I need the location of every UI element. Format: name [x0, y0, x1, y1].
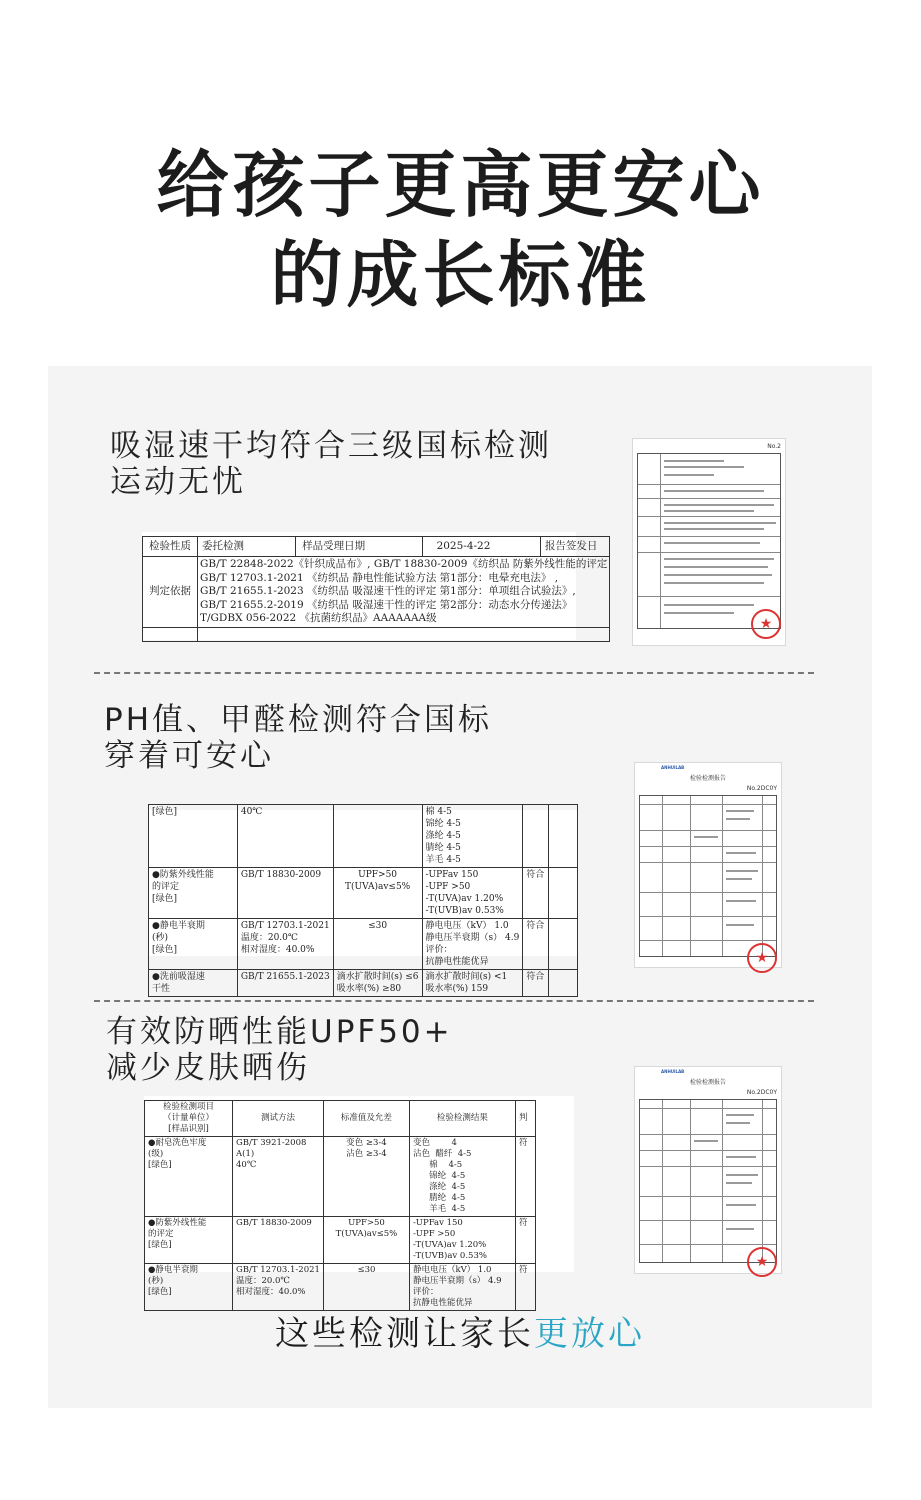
excerpt-1-basis-row: [143, 557, 610, 628]
method-cell: [237, 868, 333, 919]
result-line: -UPFav 150: [412, 1218, 463, 1228]
stamp-star-icon: ★: [759, 616, 773, 632]
result-line: -T(UVB)av 0.53%: [412, 1251, 487, 1261]
result-cell: [422, 919, 523, 970]
result-line: 棉 4-5: [425, 807, 452, 817]
report-excerpt-3: [144, 1096, 574, 1308]
excerpt-2-results: [422, 805, 523, 868]
report-excerpt-2: [148, 807, 578, 994]
result-line: 沾色 醋纤 4-5: [412, 1149, 472, 1159]
headline-line-1: 给孩子更高更安心: [156, 143, 765, 227]
red-seal-stamp: [751, 609, 781, 639]
method-cell: [237, 970, 333, 997]
method-line: 温度：20.0℃: [236, 1276, 290, 1286]
item-cell: [149, 919, 238, 970]
red-seal-stamp: [747, 1247, 777, 1277]
item-line: 的评定: [148, 1229, 174, 1239]
section-1-title-line-2: 运动无忧: [110, 464, 246, 500]
result-line: -T(UVA)av 1.20%: [425, 894, 504, 904]
result-line: -UPF >50: [425, 882, 471, 892]
report-number: No.2DC0Y: [746, 785, 777, 792]
excerpt-1-basis-lines: [198, 557, 610, 628]
dashed-divider-2: [94, 1000, 814, 1002]
header-item: 检验检测项目 （计量单位） [样品识别]: [145, 1101, 233, 1137]
item-line: [绿色]: [148, 1240, 172, 1250]
excerpt-3-row-static: [145, 1264, 536, 1311]
excerpt-3-row-wash: [145, 1137, 536, 1217]
item-line: [绿色]: [148, 1287, 172, 1297]
method-cell: [237, 919, 333, 970]
section-3-title-line-1: 有效防晒性能UPF50+: [106, 1014, 453, 1050]
report-grid: [639, 795, 777, 957]
excerpt-2-row-static: [149, 919, 578, 970]
verdict-cell: 符: [515, 1217, 535, 1264]
excerpt-3-row-uv: [145, 1217, 536, 1264]
excerpt-1-cell: [143, 627, 198, 641]
result-line: 评价：: [425, 945, 453, 955]
standard-line: 变色 ≥3-4: [346, 1138, 387, 1148]
page-headline: [0, 140, 921, 320]
method-line: GB/T 12703.1-2021: [240, 921, 330, 931]
method-line: 40℃: [236, 1160, 257, 1170]
result-line: -T(UVA)av 1.20%: [412, 1240, 487, 1250]
headline-line-2: 的成长标准: [270, 233, 651, 317]
standard-cell: [333, 919, 422, 970]
header-standard: 标准值及允差: [323, 1101, 409, 1137]
report-number: No.2DC0Y: [746, 1089, 777, 1096]
result-line: 静电压半衰期（s） 4.9: [412, 1276, 502, 1286]
result-line: 抗静电性能优异: [425, 957, 489, 967]
basis-line: GB/T 21655.1-2023 《纺织品 吸湿速干性的评定 第1部分：单项组合试验法》,: [200, 585, 576, 597]
method-line: GB/T 3921-2008: [236, 1138, 307, 1148]
result-line: 滴水扩散时间(s) <1: [425, 972, 508, 982]
result-line: -UPFav 150: [425, 870, 479, 880]
basis-line: GB/T 22848-2022《针织成品布》, GB/T 18830-2009《纺织品 防紫外线性能的评定: [200, 558, 608, 570]
result-line: 羊毛 4-5: [412, 1204, 466, 1214]
excerpt-1-basis-label: 判定依据: [143, 557, 198, 628]
result-line: 涤纶 4-5: [412, 1182, 466, 1192]
method-cell: [233, 1137, 324, 1217]
verdict-cell: 符合: [523, 970, 549, 997]
result-line: 静电电压（kV） 1.0: [425, 921, 509, 931]
excerpt-1-cell: 委托检测: [198, 537, 296, 557]
verdict-cell: 符: [515, 1264, 535, 1311]
dashed-divider-1: [94, 672, 814, 674]
standard-cell: [333, 868, 422, 919]
section-3-title-line-2: 减少皮肤晒伤: [106, 1050, 310, 1086]
lab-logo: ANHUILAB: [661, 1069, 685, 1074]
section-2-title-line-2: 穿着可安心: [104, 738, 274, 774]
standard-line: T(UVA)av≤5%: [335, 1229, 398, 1239]
standard-cell: [323, 1217, 409, 1264]
excerpt-3-header-row: [145, 1101, 536, 1137]
item-line: 的评定: [152, 882, 180, 892]
result-cell: [422, 868, 523, 919]
standard-cell: [323, 1264, 409, 1311]
report-number: No.2: [767, 443, 781, 450]
report-thumbnail-2: [634, 762, 782, 968]
result-line: -T(UVB)av 0.53%: [425, 906, 504, 916]
excerpt-2-cell: [549, 868, 578, 919]
report-grid: [637, 453, 781, 629]
report-thumbnail-3: [634, 1066, 782, 1274]
excerpt-3-table: [144, 1100, 536, 1311]
excerpt-2-cell: [333, 805, 422, 868]
color-tag: [绿色]: [152, 807, 178, 817]
result-line: 腈纶 4-5: [412, 1193, 466, 1203]
standard-line: UPF>50: [358, 870, 398, 880]
red-seal-stamp: [747, 943, 777, 973]
item-cell: [145, 1217, 233, 1264]
excerpt-2-row-uv: [149, 868, 578, 919]
item-cell: [145, 1137, 233, 1217]
excerpt-1-cell: 检验性质: [143, 537, 198, 557]
standard-line: UPF>50: [348, 1218, 385, 1228]
item-line: [绿色]: [152, 894, 178, 904]
item-line: 干性: [152, 984, 171, 994]
excerpt-2-cell: [523, 805, 549, 868]
item-line: ●洗前吸湿速: [152, 972, 205, 982]
closing-highlight: 更放心: [534, 1314, 645, 1354]
verdict-cell: 符合: [523, 919, 549, 970]
standard-line: 沾色 ≥3-4: [346, 1149, 387, 1159]
report-thumbnail-1: [632, 438, 786, 646]
result-cell: [409, 1137, 515, 1217]
method-text: 40℃: [240, 807, 263, 817]
lab-logo: ANHUILAB: [661, 765, 685, 770]
excerpt-2-top-row: [149, 805, 578, 868]
excerpt-1-cell: 报告签发日: [540, 537, 609, 557]
result-cell: [409, 1217, 515, 1264]
excerpt-1-empty-row: [143, 627, 610, 641]
content-panel: [48, 366, 872, 1408]
excerpt-1-cell: [198, 627, 610, 641]
result-line: 静电电压（kV） 1.0: [412, 1265, 492, 1275]
basis-line: T/GDBX 056-2022 《抗菌纺织品》AAAAAAA级: [200, 612, 437, 624]
item-line: ●防紫外线性能: [152, 870, 214, 880]
report-grid: [639, 1099, 777, 1263]
excerpt-2-cell: [549, 919, 578, 970]
result-line: 吸水率(%) 159: [425, 984, 489, 994]
result-line: 羊毛 4-5: [425, 855, 461, 865]
method-line: 相对湿度：40.0%: [240, 945, 315, 955]
excerpt-2-cell: [549, 805, 578, 868]
item-line: (秒): [152, 933, 169, 943]
section-1-title-line-1: 吸湿速干均符合三级国标检测: [110, 428, 552, 464]
basis-line: GB/T 21655.2-2019 《纺织品 吸湿速干性的评定 第2部分：动态水分传递法》: [200, 598, 573, 611]
item-line: ●耐皂洗色牢度: [148, 1138, 207, 1148]
excerpt-1-table: [142, 536, 610, 642]
header-verdict: 判: [515, 1101, 535, 1137]
method-line: A(1): [236, 1149, 255, 1159]
method-line: 相对湿度：40.0%: [236, 1287, 306, 1297]
header-result: 检验检测结果: [409, 1101, 515, 1137]
item-line: (秒): [148, 1276, 164, 1286]
item-line: ●防紫外线性能: [148, 1218, 207, 1228]
item-line: [绿色]: [152, 945, 178, 955]
item-line: ●静电半衰期: [152, 921, 205, 931]
method-line: GB/T 18830-2009: [240, 870, 322, 880]
standard-line: T(UVA)av≤5%: [344, 882, 411, 892]
method-line: GB/T 18830-2009: [236, 1218, 312, 1228]
result-line: 锦纶 4-5: [412, 1171, 466, 1181]
excerpt-2-cell: [149, 805, 238, 868]
excerpt-1-cell: 样品受理日期: [296, 537, 422, 557]
standard-line: 吸水率(%) ≥80: [336, 984, 402, 994]
closing-text: 这些检测让家长: [275, 1314, 534, 1354]
result-line: 棉 4-5: [412, 1160, 463, 1170]
result-cell: [409, 1264, 515, 1311]
stamp-star-icon: ★: [755, 950, 769, 966]
item-line: (级): [148, 1149, 164, 1159]
stamp-star-icon: ★: [755, 1254, 769, 1270]
report-title: 检验检测报告: [689, 1079, 726, 1086]
item-cell: [149, 970, 238, 997]
excerpt-2-cell: [549, 970, 578, 997]
result-line: -UPF >50: [412, 1229, 456, 1239]
result-line: 评价：: [412, 1287, 439, 1297]
standard-cell: [333, 970, 422, 997]
excerpt-1-cell: 2025-4-22: [422, 537, 540, 557]
section-2-title-line-1: PH值、甲醛检测符合国标: [104, 702, 493, 738]
excerpt-2-cell: [237, 805, 333, 868]
result-line: 涤纶 4-5: [425, 831, 461, 841]
item-line: ●静电半衰期: [148, 1265, 198, 1275]
result-line: 腈纶 4-5: [425, 843, 461, 853]
method-line: 温度：20.0℃: [240, 933, 298, 943]
result-line: 静电压半衰期（s） 4.9: [425, 933, 520, 943]
excerpt-2-table: [148, 804, 578, 997]
method-cell: [233, 1217, 324, 1264]
verdict-cell: 符: [515, 1137, 535, 1217]
basis-line: GB/T 12703.1-2021 《纺织品 静电性能试验方法 第1部分：电晕充电法》 ,: [200, 571, 559, 584]
result-line: 变色 4: [412, 1138, 457, 1148]
method-line: GB/T 12703.1-2021: [236, 1265, 320, 1275]
item-cell: [145, 1264, 233, 1311]
section-3-title: [106, 1014, 453, 1086]
section-2-title: [104, 702, 492, 774]
header-method: 测试方法: [233, 1101, 324, 1137]
result-line: 抗静电性能优异: [412, 1298, 473, 1308]
excerpt-2-row-dry: [149, 970, 578, 997]
standard-cell: [323, 1137, 409, 1217]
method-cell: [233, 1264, 324, 1311]
report-title: 检验检测报告: [689, 775, 726, 782]
excerpt-1-header-row: [143, 537, 610, 557]
item-line: [绿色]: [148, 1160, 172, 1170]
standard-line: ≤30: [368, 921, 388, 931]
standard-line: ≤30: [357, 1265, 376, 1275]
result-cell: [422, 970, 523, 997]
standard-line: 滴水扩散时间(s) ≤6: [336, 972, 419, 982]
item-cell: [149, 868, 238, 919]
section-1-title: [110, 428, 552, 500]
verdict-cell: 符合: [523, 868, 549, 919]
method-line: GB/T 21655.1-2023: [240, 972, 330, 982]
result-line: 锦纶 4-5: [425, 819, 461, 829]
closing-statement: [48, 1306, 872, 1355]
report-excerpt-1: [142, 532, 608, 640]
